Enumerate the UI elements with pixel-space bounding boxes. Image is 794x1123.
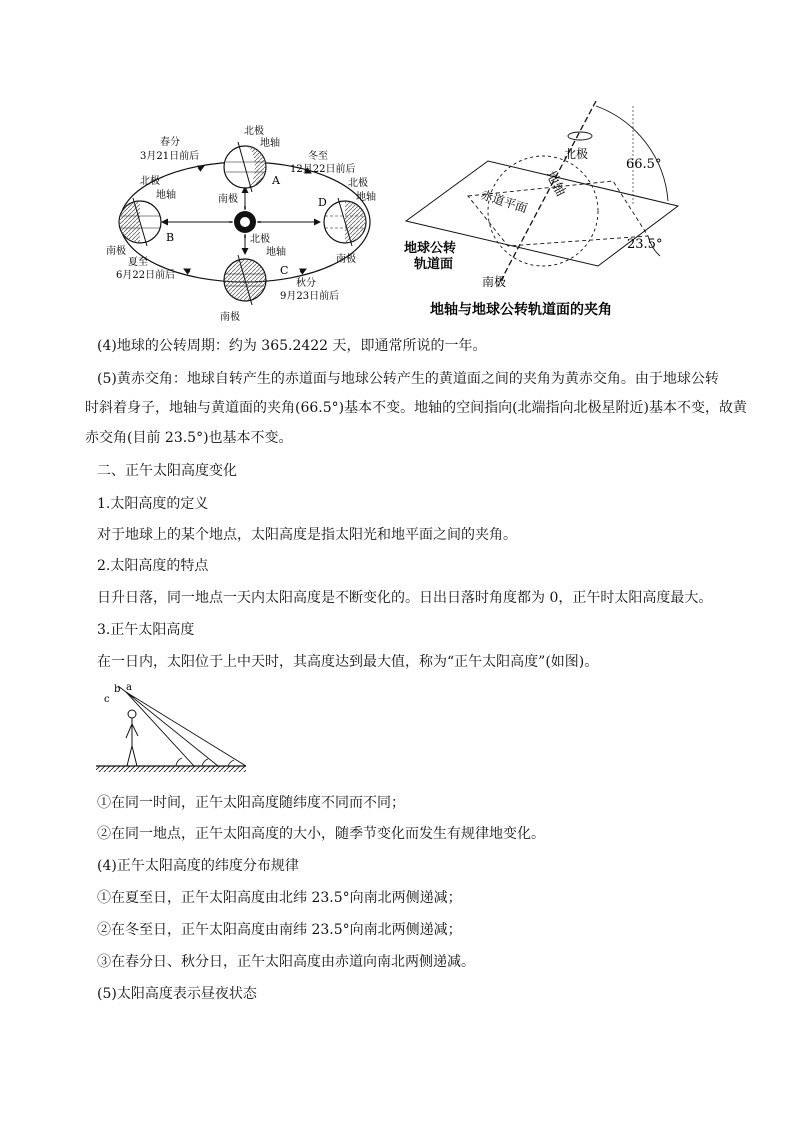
section-heading-noon-sun: 二、正午太阳高度变化	[97, 463, 237, 479]
south-pole-label: 南极	[482, 275, 507, 289]
orbit-arrow-bottom-right	[300, 269, 306, 272]
south-pole-label-c: 南极	[220, 312, 240, 323]
ray-label-b: b	[114, 684, 121, 695]
equator-plane-label: 赤道平面	[479, 187, 530, 216]
autumn-label: 秋分	[296, 278, 316, 289]
earth-orbit-diagram	[100, 112, 390, 327]
earth-d	[324, 198, 366, 246]
winter-label: 冬至	[308, 151, 328, 162]
paragraph-obliquity-line3: 赤交角(目前 23.5°)也基本不变。	[85, 430, 293, 446]
letter-a: A	[272, 174, 280, 187]
globe-outline	[488, 156, 598, 266]
ray-label-a: a	[126, 682, 132, 693]
subheading-characteristics: 2.太阳高度的特点	[97, 558, 209, 574]
winter-date: 12月22日前后	[290, 164, 356, 175]
person-figure	[126, 710, 138, 766]
subheading-day-night: (5)太阳高度表示昼夜状态	[97, 986, 257, 1002]
paragraph-orbit-period: (4)地球的公转周期：约为 365.2422 天，即通常所说的一年。	[97, 338, 487, 354]
south-pole-label-b: 南极	[106, 246, 126, 257]
axis-label: 地轴	[542, 168, 568, 199]
figure-caption: 地轴与地球公转轨道面的夹角	[430, 302, 612, 318]
sun-altitude-diagram	[96, 680, 316, 774]
angle-arc-b	[202, 759, 208, 766]
earth-c	[224, 255, 266, 305]
north-pole-label-c: 北极	[250, 234, 270, 245]
orbit-arrow-bottom-left	[184, 269, 190, 272]
rule-summer-solstice: ①在夏至日，正午太阳高度由北纬 23.5°向南北两侧递减；	[97, 890, 462, 906]
ray-a	[126, 692, 194, 766]
angle-arc-c	[228, 760, 234, 766]
text-characteristics: 日升日落，同一地点一天内太阳高度是不断变化的。日出日落时角度都为 0，正午时太阳高度最大。	[97, 590, 713, 606]
paragraph-obliquity-line2: 时斜着身子，地轴与黄道面的夹角(66.5°)基本不变。地轴的空间指向(北端指向北极星附近)基本不变，故黄	[85, 400, 748, 416]
axial-tilt-diagram	[398, 96, 688, 321]
north-pole-label-b: 北极	[140, 176, 160, 187]
text-noon-altitude: 在一日内，太阳位于上中天时，其高度达到最大值，称为“正午太阳高度”(如图)。	[97, 654, 599, 670]
spring-label: 春分	[160, 137, 180, 148]
ray-label-c: c	[104, 694, 110, 705]
ray-c	[126, 692, 246, 766]
ray-b	[126, 692, 218, 766]
rule-winter-solstice: ②在冬至日，正午太阳高度由南纬 23.5°向南北两侧递减；	[97, 922, 462, 938]
letter-b: B	[166, 231, 175, 244]
angle-arc-a	[176, 758, 182, 766]
angle-66-label: 66.5°	[626, 157, 662, 172]
orbit-plane-label-1: 地球公转	[404, 241, 457, 256]
subheading-definition: 1.太阳高度的定义	[97, 496, 209, 512]
earth-axis	[498, 101, 596, 286]
summer-label: 夏至	[128, 257, 148, 268]
axis-label-a: 地轴	[260, 138, 280, 149]
north-pole-label-a: 北极	[244, 126, 264, 137]
conclusion-1: ①在同一时间，正午太阳高度随纬度不同而不同；	[97, 795, 405, 811]
letter-d: D	[318, 196, 327, 209]
axis-label-d: 地轴	[356, 192, 376, 203]
conclusion-2: ②在同一地点，正午太阳高度的大小，随季节变化而发生有规律地变化。	[97, 826, 545, 842]
orbit-plane-label-2: 轨道面	[414, 257, 454, 272]
axis-label-c: 地轴	[266, 247, 286, 258]
autumn-date: 9月23日前后	[280, 291, 340, 302]
paragraph-obliquity-line1: (5)黄赤交角：地球自转产生的赤道面与地球公转产生的黄道面之间的夹角为黄赤交角。由于地球公转	[97, 371, 719, 387]
subheading-noon-altitude: 3.正午太阳高度	[97, 622, 195, 638]
text-definition: 对于地球上的某个地点，太阳高度是指太阳光和地平面之间的夹角。	[97, 527, 517, 543]
angle-arc-66	[596, 106, 668, 201]
angle-23-label: 23.5°	[627, 237, 663, 252]
summer-date: 6月22日前后	[116, 270, 176, 281]
north-pole-label-d: 北极	[348, 178, 368, 189]
earth-a	[224, 142, 266, 192]
letter-c: C	[280, 264, 289, 277]
south-pole-label-d: 南极	[336, 254, 356, 265]
north-pole-label: 北极	[564, 147, 589, 161]
subheading-latitude-rule: (4)正午太阳高度的纬度分布规律	[97, 858, 299, 874]
ground-hatch	[96, 766, 246, 772]
axis-label-b: 地轴	[156, 190, 176, 201]
rotation-ring	[568, 132, 592, 140]
rule-equinox: ③在春分日、秋分日，正午太阳高度由赤道向南北两侧递减。	[97, 954, 475, 970]
south-pole-label-a: 南极	[218, 194, 238, 205]
spring-date: 3月21日前后	[140, 151, 200, 162]
